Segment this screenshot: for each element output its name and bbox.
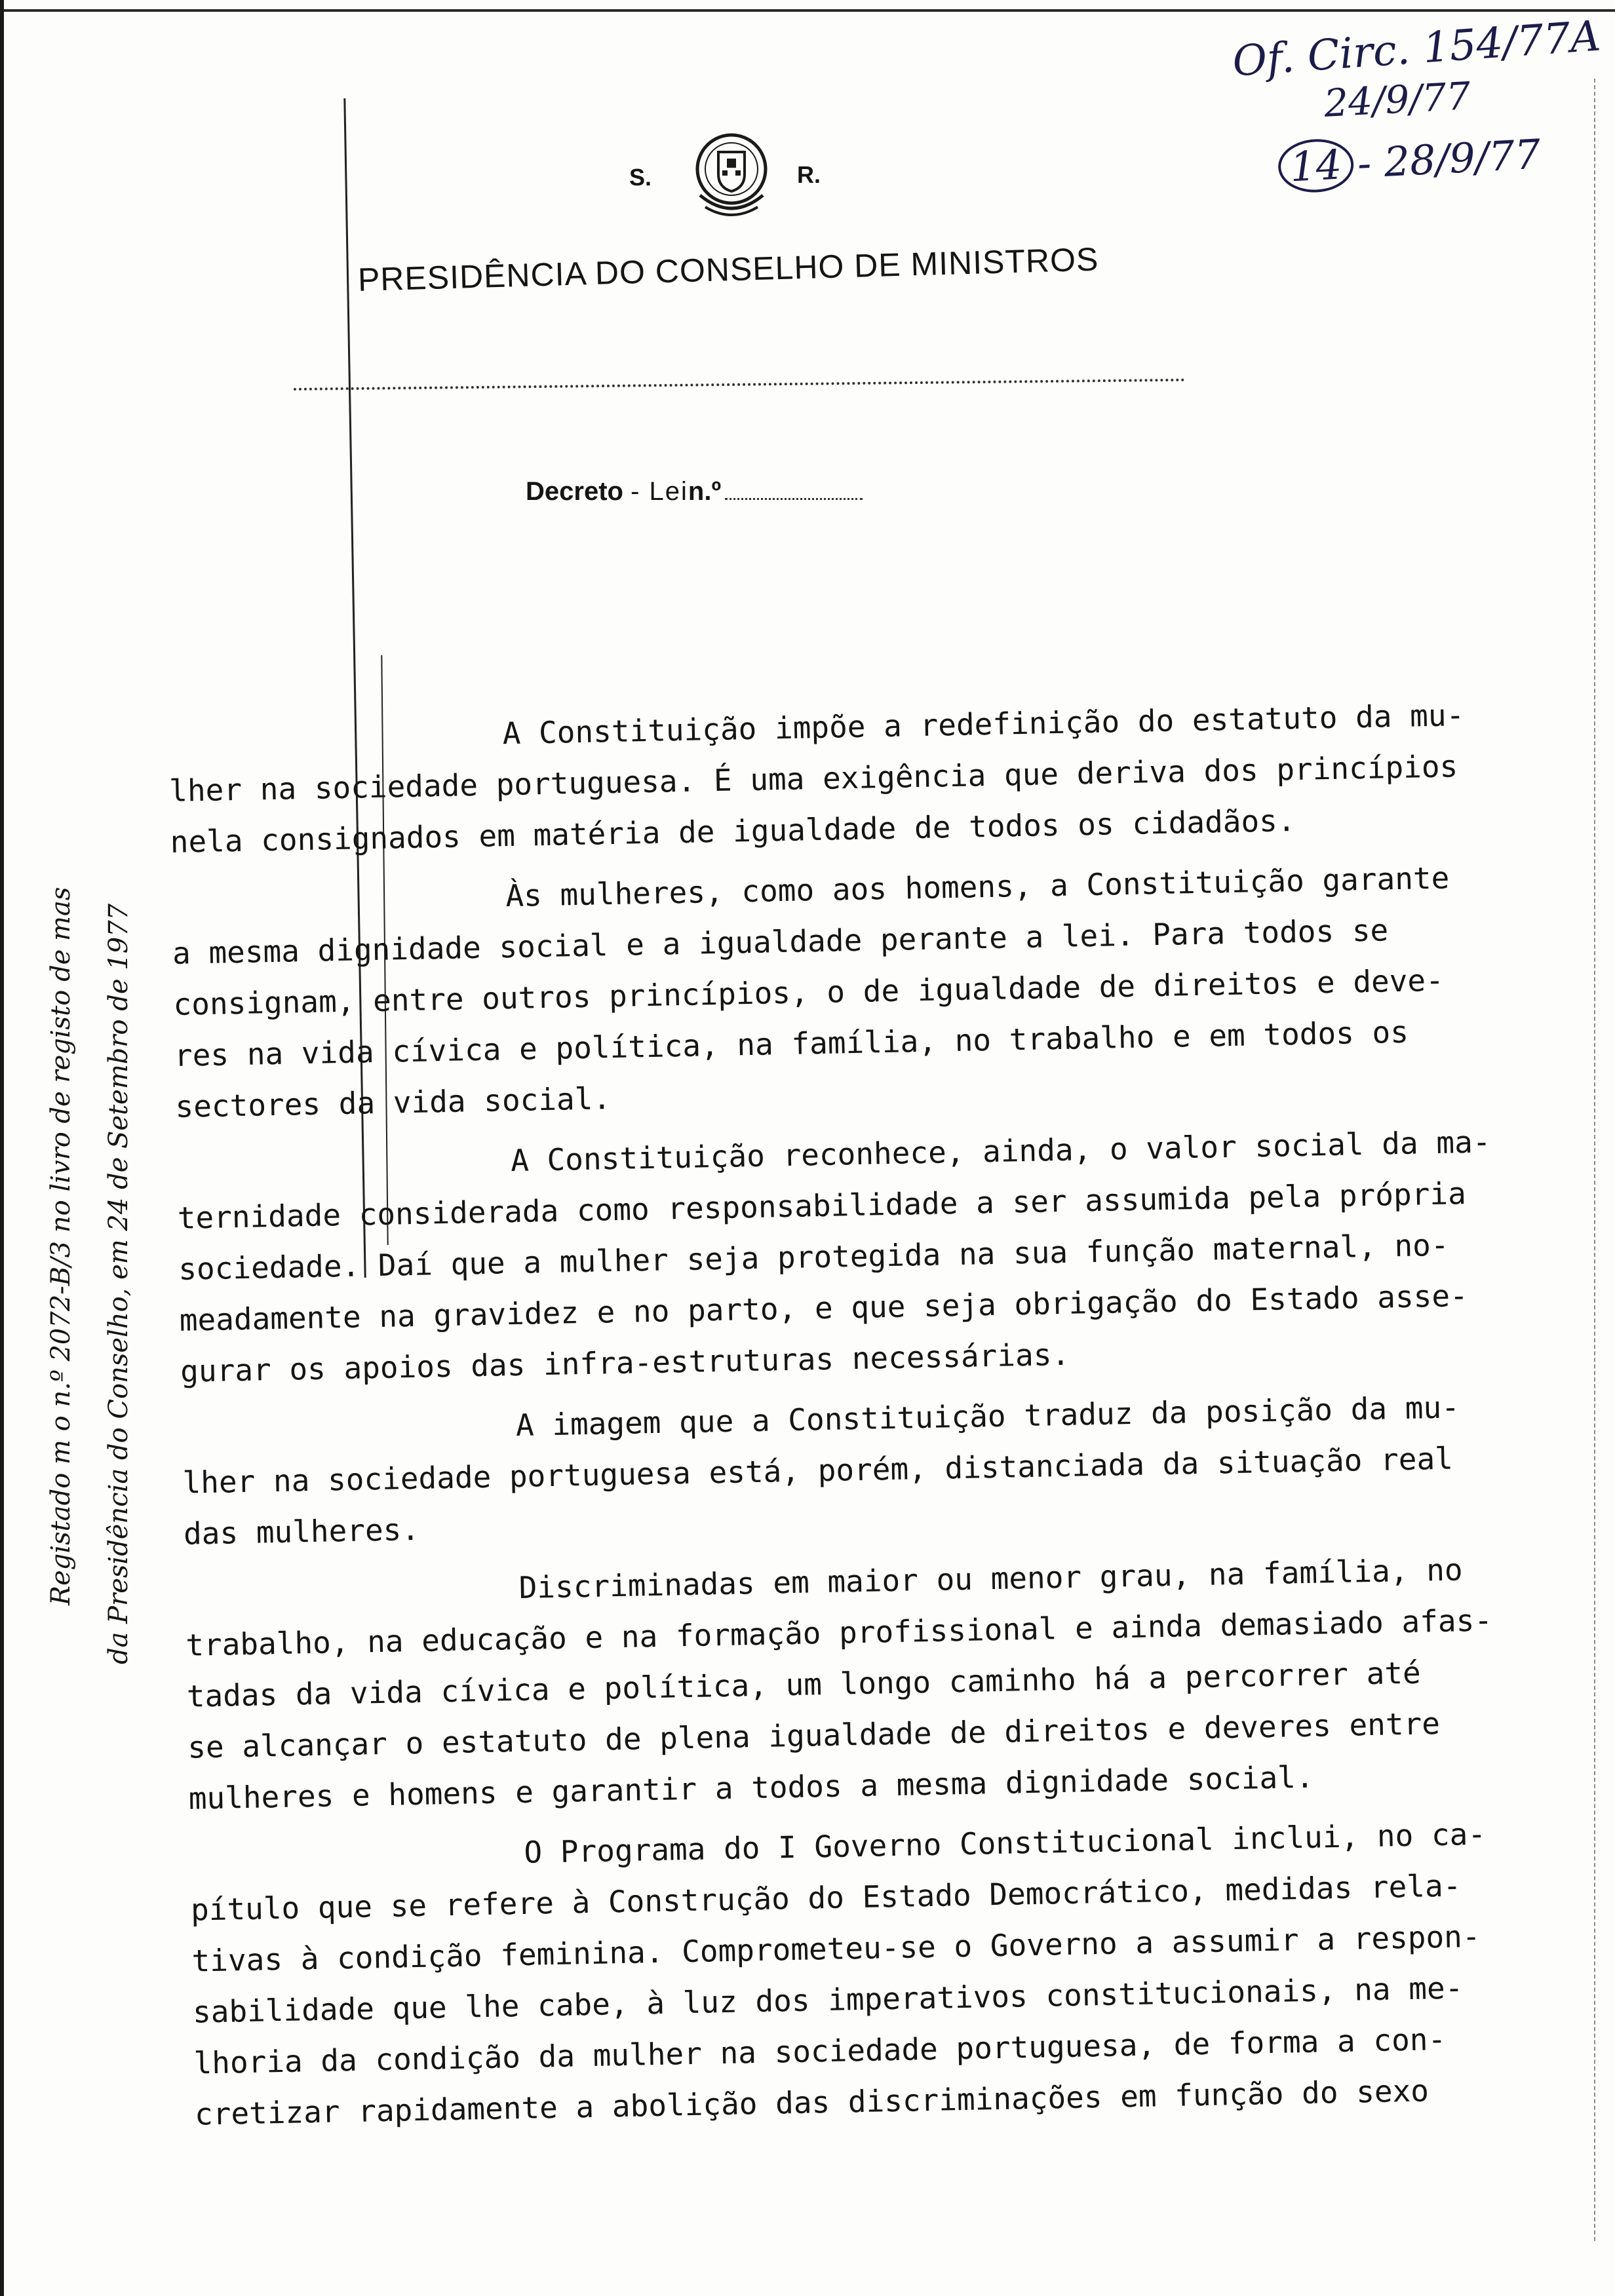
page-left-edge [0, 0, 4, 2296]
handwritten-second-date: - 28/9/77 [1356, 130, 1542, 188]
text-line: O Programa do I Governo Constitucional inclui, no ca- [523, 1816, 1487, 1870]
sr-right-letter: R. [797, 161, 821, 188]
page-top-edge [0, 9, 1615, 12]
text-line: Às mulheres, como aos homens, a Constituição garante [505, 860, 1450, 914]
header-dotted-rule [294, 379, 1185, 391]
text-line: gurar os apoios das infra-estruturas necessárias. [180, 1336, 1070, 1389]
text-line: A Constituição reconhece, ainda, o valor social da ma- [510, 1124, 1491, 1179]
text-line: sectores da vida social. [174, 1081, 612, 1124]
decree-label: Decreto [526, 477, 623, 506]
decree-preamble [168, 687, 1615, 2139]
text-line: cretizar rapidamente a abolição das discriminações em função do sexo [194, 2073, 1430, 2132]
text-line: meadamente na gravidez e no parto, e que seja obrigação do Estado asse- [179, 1278, 1469, 1338]
decree-heading [526, 477, 863, 507]
text-line: lher na sociedade portuguesa. É uma exigência que deriva dos princípios [168, 748, 1458, 809]
text-line: a mesma dignidade social e a igualdade perante a lei. Para todos se [172, 912, 1389, 971]
handwritten-date: 24/9/77 [1323, 73, 1472, 126]
circled-number: 14 [1277, 138, 1355, 195]
registration-note-line-2: da Presidência do Conselho, em 24 de Setembro de 1977 [104, 903, 134, 1664]
decree-number-label: n.º [688, 477, 722, 506]
text-line: tivas à condição feminina. Comprometeu-se o Governo a assumir a respon- [191, 1918, 1481, 1979]
text-line: consignam, entre outros princípios, o de igualdade de direitos e deve- [172, 962, 1445, 1022]
text-line: Discriminadas em maior ou menor grau, na família, no [518, 1552, 1464, 1605]
handwritten-stamp-ref [1277, 128, 1542, 195]
coat-of-arms-emblem [686, 123, 777, 228]
text-line: sociedade. Daí que a mulher seja protegida na sua função maternal, no- [178, 1227, 1450, 1287]
text-line: A Constituição impõe a redefinição do estatuto da mu- [502, 697, 1465, 752]
text-line: lhoria da condição da mulher na sociedade portuguesa, de forma a con- [193, 2021, 1447, 2081]
text-line: pítulo que se refere à Construção do Estado Democrático, medidas rela- [190, 1867, 1462, 1928]
text-line: trabalho, na educação e na formação profissional e ainda demasiado afas- [185, 1602, 1493, 1663]
sr-left-letter: S. [629, 164, 652, 191]
text-line: ternidade considerada como responsabilidade a ser assumida pela própria [177, 1176, 1467, 1236]
registration-note-line-1: Registado m o n.º 2072-B/3 no livro de registo de mas [46, 887, 76, 1605]
text-line: sabilidade que lhe cabe, à luz dos imperativos constitucionais, na me- [192, 1970, 1464, 2030]
handwritten-circular-ref: Of. Circ. 154/77A [1231, 12, 1603, 86]
text-line: nela consignados em matéria de igualdade de todos os cidadãos. [170, 803, 1296, 860]
text-line: das mulheres. [183, 1511, 420, 1552]
text-line: mulheres e homens e garantir a todos a mesma dignidade social. [188, 1759, 1315, 1816]
office-title: PRESIDÊNCIA DO CONSELHO DE MINISTROS [357, 240, 1099, 298]
decree-fill: - Lei [631, 477, 688, 506]
text-line: res na vida cívica e política, na família, no trabalho e em todos os [174, 1014, 1409, 1073]
decree-number-blank [725, 498, 863, 500]
text-line: lher na sociedade portuguesa está, porém, distanciada da situação real [182, 1440, 1454, 1501]
text-line: tadas da vida cívica e política, um longo caminho há a percorrer até [186, 1655, 1422, 1714]
text-line: A imagem que a Constituição traduz da posição da mu- [515, 1389, 1460, 1444]
text-line: se alcançar o estatuto de plena igualdade de direitos e deveres entre [187, 1706, 1441, 1765]
